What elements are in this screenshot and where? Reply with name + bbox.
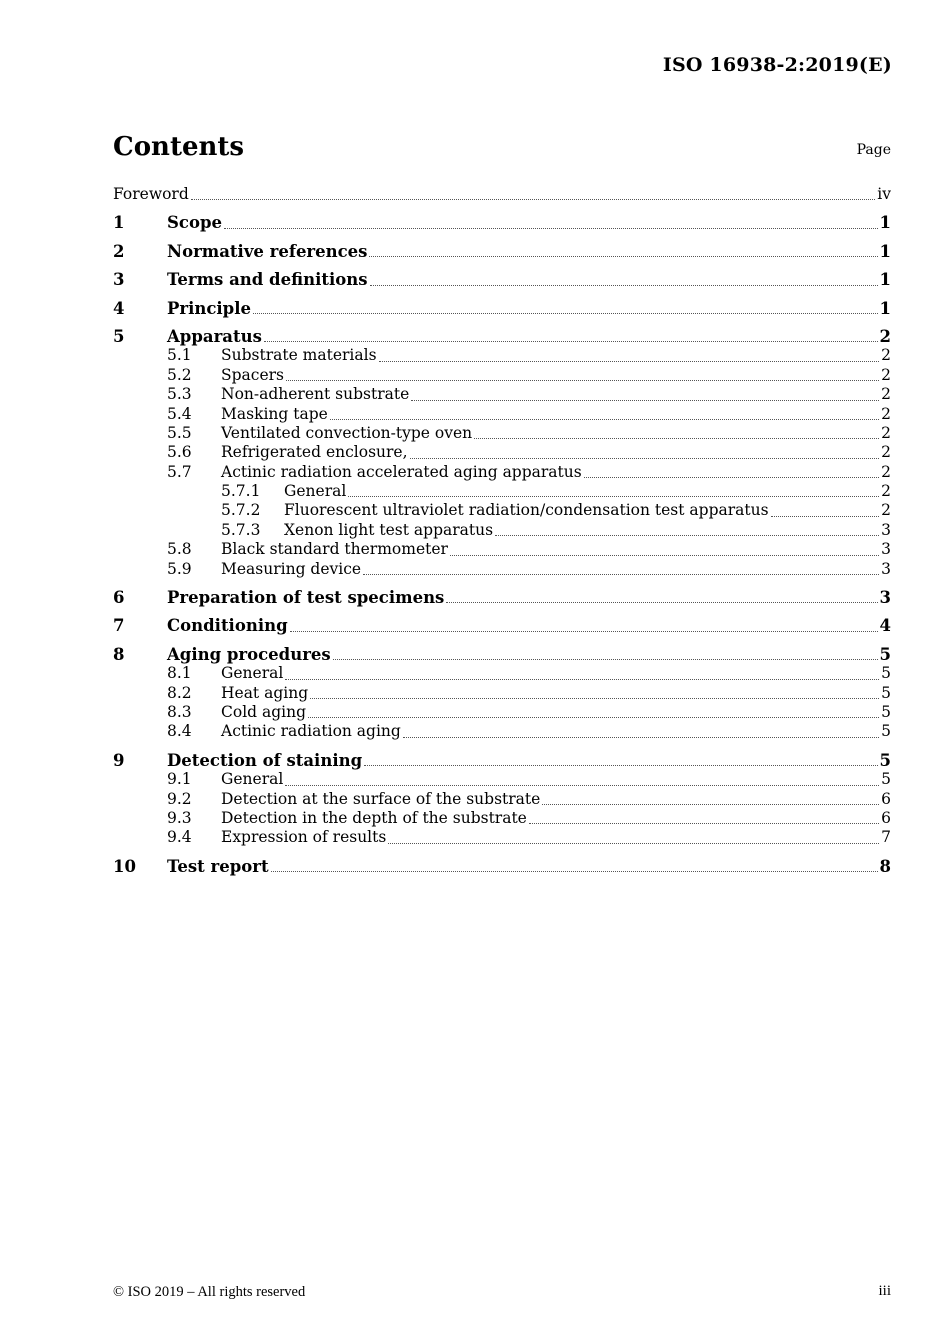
toc-leader-dots <box>450 554 879 556</box>
toc-entry-page: 7 <box>881 828 891 847</box>
toc-entry-page: 1 <box>879 298 891 318</box>
toc-entry[interactable] <box>113 521 891 540</box>
toc-leader-dots <box>529 822 879 824</box>
toc-entry-title: Cold aging <box>221 702 307 721</box>
toc-entry[interactable] <box>113 560 891 579</box>
toc-entry-title: Measuring device <box>221 559 362 578</box>
toc-entry[interactable] <box>113 828 891 847</box>
toc-entry-page: 5 <box>881 722 891 741</box>
toc-entry-page: 1 <box>879 270 891 290</box>
toc-leader-dots <box>379 360 880 362</box>
toc-leader-dots <box>308 716 879 718</box>
toc-entry-page: 3 <box>881 559 891 578</box>
toc-leader-dots <box>388 842 879 844</box>
page-column-label: Page <box>856 142 891 158</box>
toc-entry-page: 5 <box>881 702 891 721</box>
toc-entry-page: 5 <box>879 644 891 664</box>
toc-leader-dots <box>285 678 879 680</box>
toc-entry-page: 2 <box>881 482 891 501</box>
toc-entry-title: Detection of staining <box>167 750 363 770</box>
toc-entry-title: Ventilated convection-type oven <box>221 423 473 442</box>
toc-entry[interactable] <box>113 405 891 424</box>
toc-entry-title: Terms and definitions <box>167 270 368 290</box>
toc-entry-number: 9.1 <box>167 770 192 789</box>
toc-entry-title: Scope <box>167 213 223 233</box>
toc-entry[interactable] <box>113 242 891 261</box>
toc-entry-number: 2 <box>113 241 125 261</box>
toc-leader-dots <box>285 784 879 786</box>
toc-entry-number: 8.1 <box>167 664 192 683</box>
toc-entry-number: 5 <box>113 326 125 346</box>
toc-entry-number: 5.1 <box>167 346 192 365</box>
toc-entry-title: Foreword <box>113 185 189 203</box>
toc-leader-dots <box>446 601 877 603</box>
toc-entry-title: Substrate materials <box>221 346 377 365</box>
toc-leader-dots <box>410 457 880 459</box>
page-number: iii <box>878 1283 891 1299</box>
toc-entry-number: 5.8 <box>167 540 192 559</box>
toc-entry-page: 2 <box>881 462 891 481</box>
toc-leader-dots <box>253 312 878 314</box>
toc-entry[interactable] <box>113 703 891 722</box>
toc-entry[interactable] <box>113 540 891 559</box>
toc-entry-page: 2 <box>881 385 891 404</box>
toc-entry[interactable] <box>113 366 891 385</box>
toc-entry-page: 1 <box>879 241 891 261</box>
toc-entry-number: 5.7.2 <box>221 501 261 520</box>
toc-entry-page: 2 <box>881 423 891 442</box>
toc-leader-dots <box>370 284 878 286</box>
toc-entry-number: 7 <box>113 616 125 636</box>
toc-leader-dots <box>411 399 879 401</box>
toc-entry-title: Detection in the depth of the substrate <box>221 808 527 827</box>
toc-entry-number: 5.6 <box>167 443 192 462</box>
toc-entry-number: 8.3 <box>167 702 192 721</box>
toc-entry[interactable] <box>113 645 891 664</box>
toc-leader-dots <box>310 697 879 699</box>
toc-entry-number: 5.7.1 <box>221 482 261 501</box>
toc-entry-title: Principle <box>167 298 251 318</box>
toc-entry[interactable] <box>113 346 891 365</box>
copyright-notice: © ISO 2019 – All rights reserved <box>113 1284 306 1300</box>
toc-entry-number: 9.2 <box>167 789 192 808</box>
toc-entry-page: 8 <box>879 856 891 876</box>
toc-entry-page: 5 <box>881 683 891 702</box>
toc-entry-title: General <box>221 770 284 789</box>
toc-entry-page: 1 <box>879 213 891 233</box>
toc-leader-dots <box>403 736 879 738</box>
toc-entry[interactable] <box>113 443 891 462</box>
toc-entry-number: 5.4 <box>167 404 192 423</box>
toc-entry-title: Detection at the surface of the substrate <box>221 789 541 808</box>
toc-entry-page: 2 <box>881 346 891 365</box>
toc-leader-dots <box>364 764 877 766</box>
toc-entry[interactable] <box>113 463 891 482</box>
toc-entry[interactable] <box>113 751 891 770</box>
contents-title-row <box>113 132 891 166</box>
toc-entry-number: 6 <box>113 588 125 608</box>
toc-entry[interactable] <box>113 501 891 520</box>
toc-entry-title: Expression of results <box>221 828 387 847</box>
toc-entry-title: Fluorescent ultraviolet radiation/condensation test apparatus <box>284 501 769 520</box>
toc-leader-dots <box>495 534 879 536</box>
toc-entry[interactable] <box>113 722 891 741</box>
toc-entry[interactable] <box>113 770 891 789</box>
toc-entry-number: 10 <box>113 856 136 876</box>
toc-leader-dots <box>542 803 879 805</box>
toc-entry[interactable] <box>113 270 891 289</box>
toc-entry-number: 5.7.3 <box>221 520 261 539</box>
toc-entry-title: Spacers <box>221 365 284 384</box>
toc-entry-title: General <box>221 664 284 683</box>
toc-leader-dots <box>333 658 878 660</box>
toc-entry-number: 4 <box>113 298 125 318</box>
toc-entry-title: Normative references <box>167 241 368 261</box>
toc-leader-dots <box>474 437 879 439</box>
toc-entry[interactable] <box>113 664 891 683</box>
toc-entry[interactable] <box>113 857 891 876</box>
toc-entry-title: Apparatus <box>167 326 262 346</box>
toc-leader-dots <box>224 227 878 229</box>
toc-leader-dots <box>191 198 876 200</box>
toc-entry-number: 5.9 <box>167 559 192 578</box>
toc-entry-page: 3 <box>879 588 891 608</box>
toc-entry-title: Actinic radiation aging <box>221 722 401 741</box>
toc-entry-title: Test report <box>167 856 269 876</box>
toc-entry[interactable] <box>113 213 891 232</box>
toc-entry-title: Refrigerated enclosure, <box>221 443 408 462</box>
toc-entry[interactable] <box>113 185 891 204</box>
toc-entry-title: Black standard thermometer <box>221 540 448 559</box>
toc-entry[interactable] <box>113 482 891 501</box>
toc-entry[interactable] <box>113 588 891 607</box>
toc-entry[interactable] <box>113 327 891 346</box>
toc-entry-page: 2 <box>881 404 891 423</box>
toc-entry-page: 4 <box>879 616 891 636</box>
toc-entry[interactable] <box>113 385 891 404</box>
toc-entry-number: 9.4 <box>167 828 192 847</box>
toc-leader-dots <box>584 476 879 478</box>
toc-entry-number: 5.3 <box>167 385 192 404</box>
toc-entry-number: 9 <box>113 750 125 770</box>
toc-leader-dots <box>330 418 879 420</box>
toc-entry-page: 5 <box>879 750 891 770</box>
toc-entry-number: 9.3 <box>167 808 192 827</box>
toc-entry-title: Aging procedures <box>167 644 331 664</box>
document-id: ISO 16938-2:2019(E) <box>662 54 892 76</box>
toc-entry[interactable] <box>113 424 891 443</box>
toc-entry[interactable] <box>113 684 891 703</box>
toc-leader-dots <box>271 870 878 872</box>
toc-entry-title: Masking tape <box>221 404 328 423</box>
page-title: Contents <box>113 132 245 162</box>
toc-entry-page: 6 <box>881 789 891 808</box>
toc-entry-title: Conditioning <box>167 616 288 636</box>
table-of-contents <box>113 185 891 876</box>
toc-leader-dots <box>363 573 879 575</box>
toc-entry-number: 1 <box>113 213 125 233</box>
toc-leader-dots <box>369 255 877 257</box>
toc-entry-number: 8 <box>113 644 125 664</box>
toc-entry-page: 5 <box>881 770 891 789</box>
toc-entry-title: Actinic radiation accelerated aging apparatus <box>221 462 582 481</box>
toc-leader-dots <box>290 630 878 632</box>
toc-entry-page: 3 <box>881 520 891 539</box>
toc-entry[interactable] <box>113 616 891 635</box>
toc-entry-page: 2 <box>881 443 891 462</box>
toc-leader-dots <box>286 379 879 381</box>
toc-entry-page: 3 <box>881 540 891 559</box>
toc-entry-page: 6 <box>881 808 891 827</box>
toc-entry-title: General <box>284 482 347 501</box>
toc-entry-page: 5 <box>881 664 891 683</box>
toc-entry-title: Non-adherent substrate <box>221 385 410 404</box>
toc-entry-number: 5.7 <box>167 462 192 481</box>
toc-entry-page: iv <box>877 185 891 203</box>
toc-entry-page: 2 <box>881 501 891 520</box>
toc-entry-number: 5.5 <box>167 423 192 442</box>
toc-entry-title: Preparation of test specimens <box>167 588 445 608</box>
toc-leader-dots <box>348 495 879 497</box>
toc-entry-title: Xenon light test apparatus <box>284 520 494 539</box>
toc-entry-number: 8.2 <box>167 683 192 702</box>
toc-entry-number: 3 <box>113 270 125 290</box>
toc-entry[interactable] <box>113 299 891 318</box>
toc-entry-page: 2 <box>879 326 891 346</box>
toc-entry-number: 5.2 <box>167 365 192 384</box>
toc-entry-title: Heat aging <box>221 683 309 702</box>
toc-entry[interactable] <box>113 790 891 809</box>
toc-entry-number: 8.4 <box>167 722 192 741</box>
toc-entry-page: 2 <box>881 365 891 384</box>
toc-leader-dots <box>771 515 880 517</box>
toc-entry[interactable] <box>113 809 891 828</box>
toc-leader-dots <box>264 340 878 342</box>
